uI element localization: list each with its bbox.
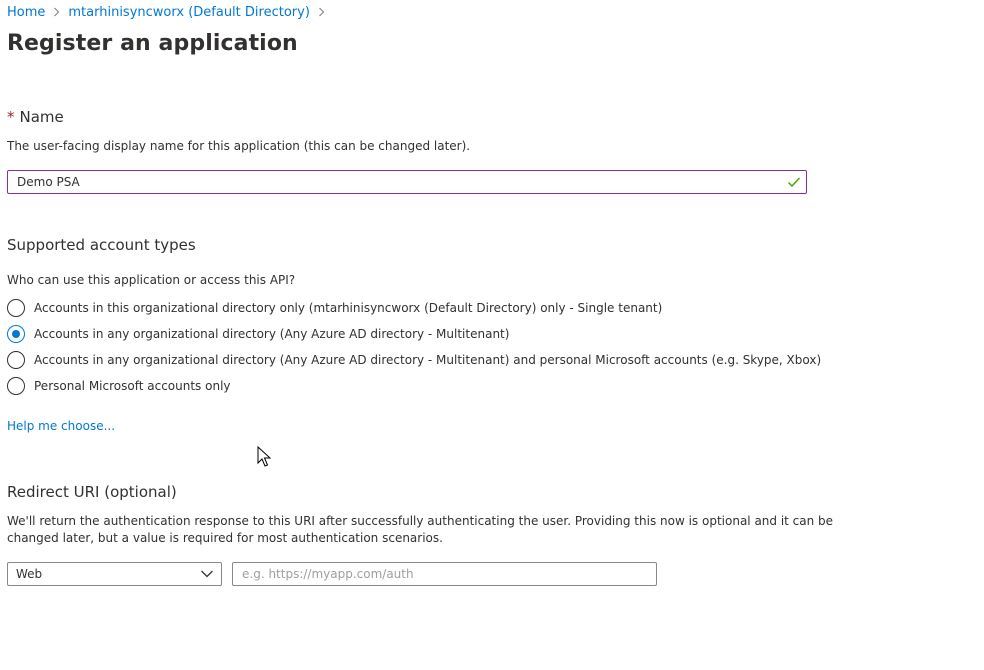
radio-button[interactable]	[7, 377, 25, 395]
radio-option-personal-only[interactable]	[7, 377, 231, 395]
account-types-question: Who can use this application or access this API?	[7, 273, 296, 287]
name-label-text: Name	[19, 108, 64, 126]
radio-button[interactable]	[7, 351, 25, 369]
help-me-choose-link[interactable]: Help me choose...	[7, 419, 116, 433]
chevron-right-icon	[53, 6, 60, 20]
radio-label: Accounts in any organizational directory (Any Azure AD directory - Multitenant) and personal Microsoft accounts (e.g. Skype, Xbox)	[34, 353, 822, 367]
platform-select[interactable]	[7, 562, 222, 586]
chevron-right-icon	[318, 6, 325, 20]
chevron-down-icon	[200, 569, 214, 579]
radio-label: Personal Microsoft accounts only	[34, 379, 231, 393]
radio-label: Accounts in this organizational directory only (mtarhinisyncworx (Default Directory) only - Single tenant)	[34, 301, 663, 315]
redirect-help-line-2: changed later, but a value is required for most authentication scenarios.	[7, 531, 443, 545]
name-input[interactable]	[8, 171, 768, 193]
checkmark-icon	[787, 175, 801, 189]
breadcrumb-home-link[interactable]: Home	[7, 5, 46, 20]
radio-label: Accounts in any organizational directory (Any Azure AD directory - Multitenant)	[34, 327, 510, 341]
name-help-text: The user-facing display name for this application (this can be changed later).	[7, 139, 471, 153]
redirect-uri-input[interactable]	[232, 562, 657, 586]
radio-button-selected[interactable]	[7, 325, 25, 343]
redirect-help-line-1: We'll return the authentication response to this URI after successfully authenticating the user. Providing this now is optional and it can be	[7, 514, 834, 528]
account-types-label: Supported account types	[7, 236, 196, 254]
radio-option-single-tenant[interactable]	[7, 299, 662, 317]
required-marker: *	[7, 108, 15, 126]
redirect-uri-label: Redirect URI (optional)	[7, 483, 177, 501]
breadcrumb-directory-link[interactable]: mtarhinisyncworx (Default Directory)	[68, 5, 310, 20]
name-field-container	[7, 170, 807, 194]
radio-button[interactable]	[7, 299, 25, 317]
page-title: Register an application	[7, 31, 298, 56]
platform-select-value: Web	[16, 567, 43, 581]
mouse-cursor-icon	[257, 446, 271, 468]
radio-option-multitenant[interactable]	[7, 325, 509, 343]
name-section-label	[7, 108, 64, 126]
breadcrumb	[7, 5, 333, 20]
radio-option-multitenant-personal[interactable]	[7, 351, 821, 369]
